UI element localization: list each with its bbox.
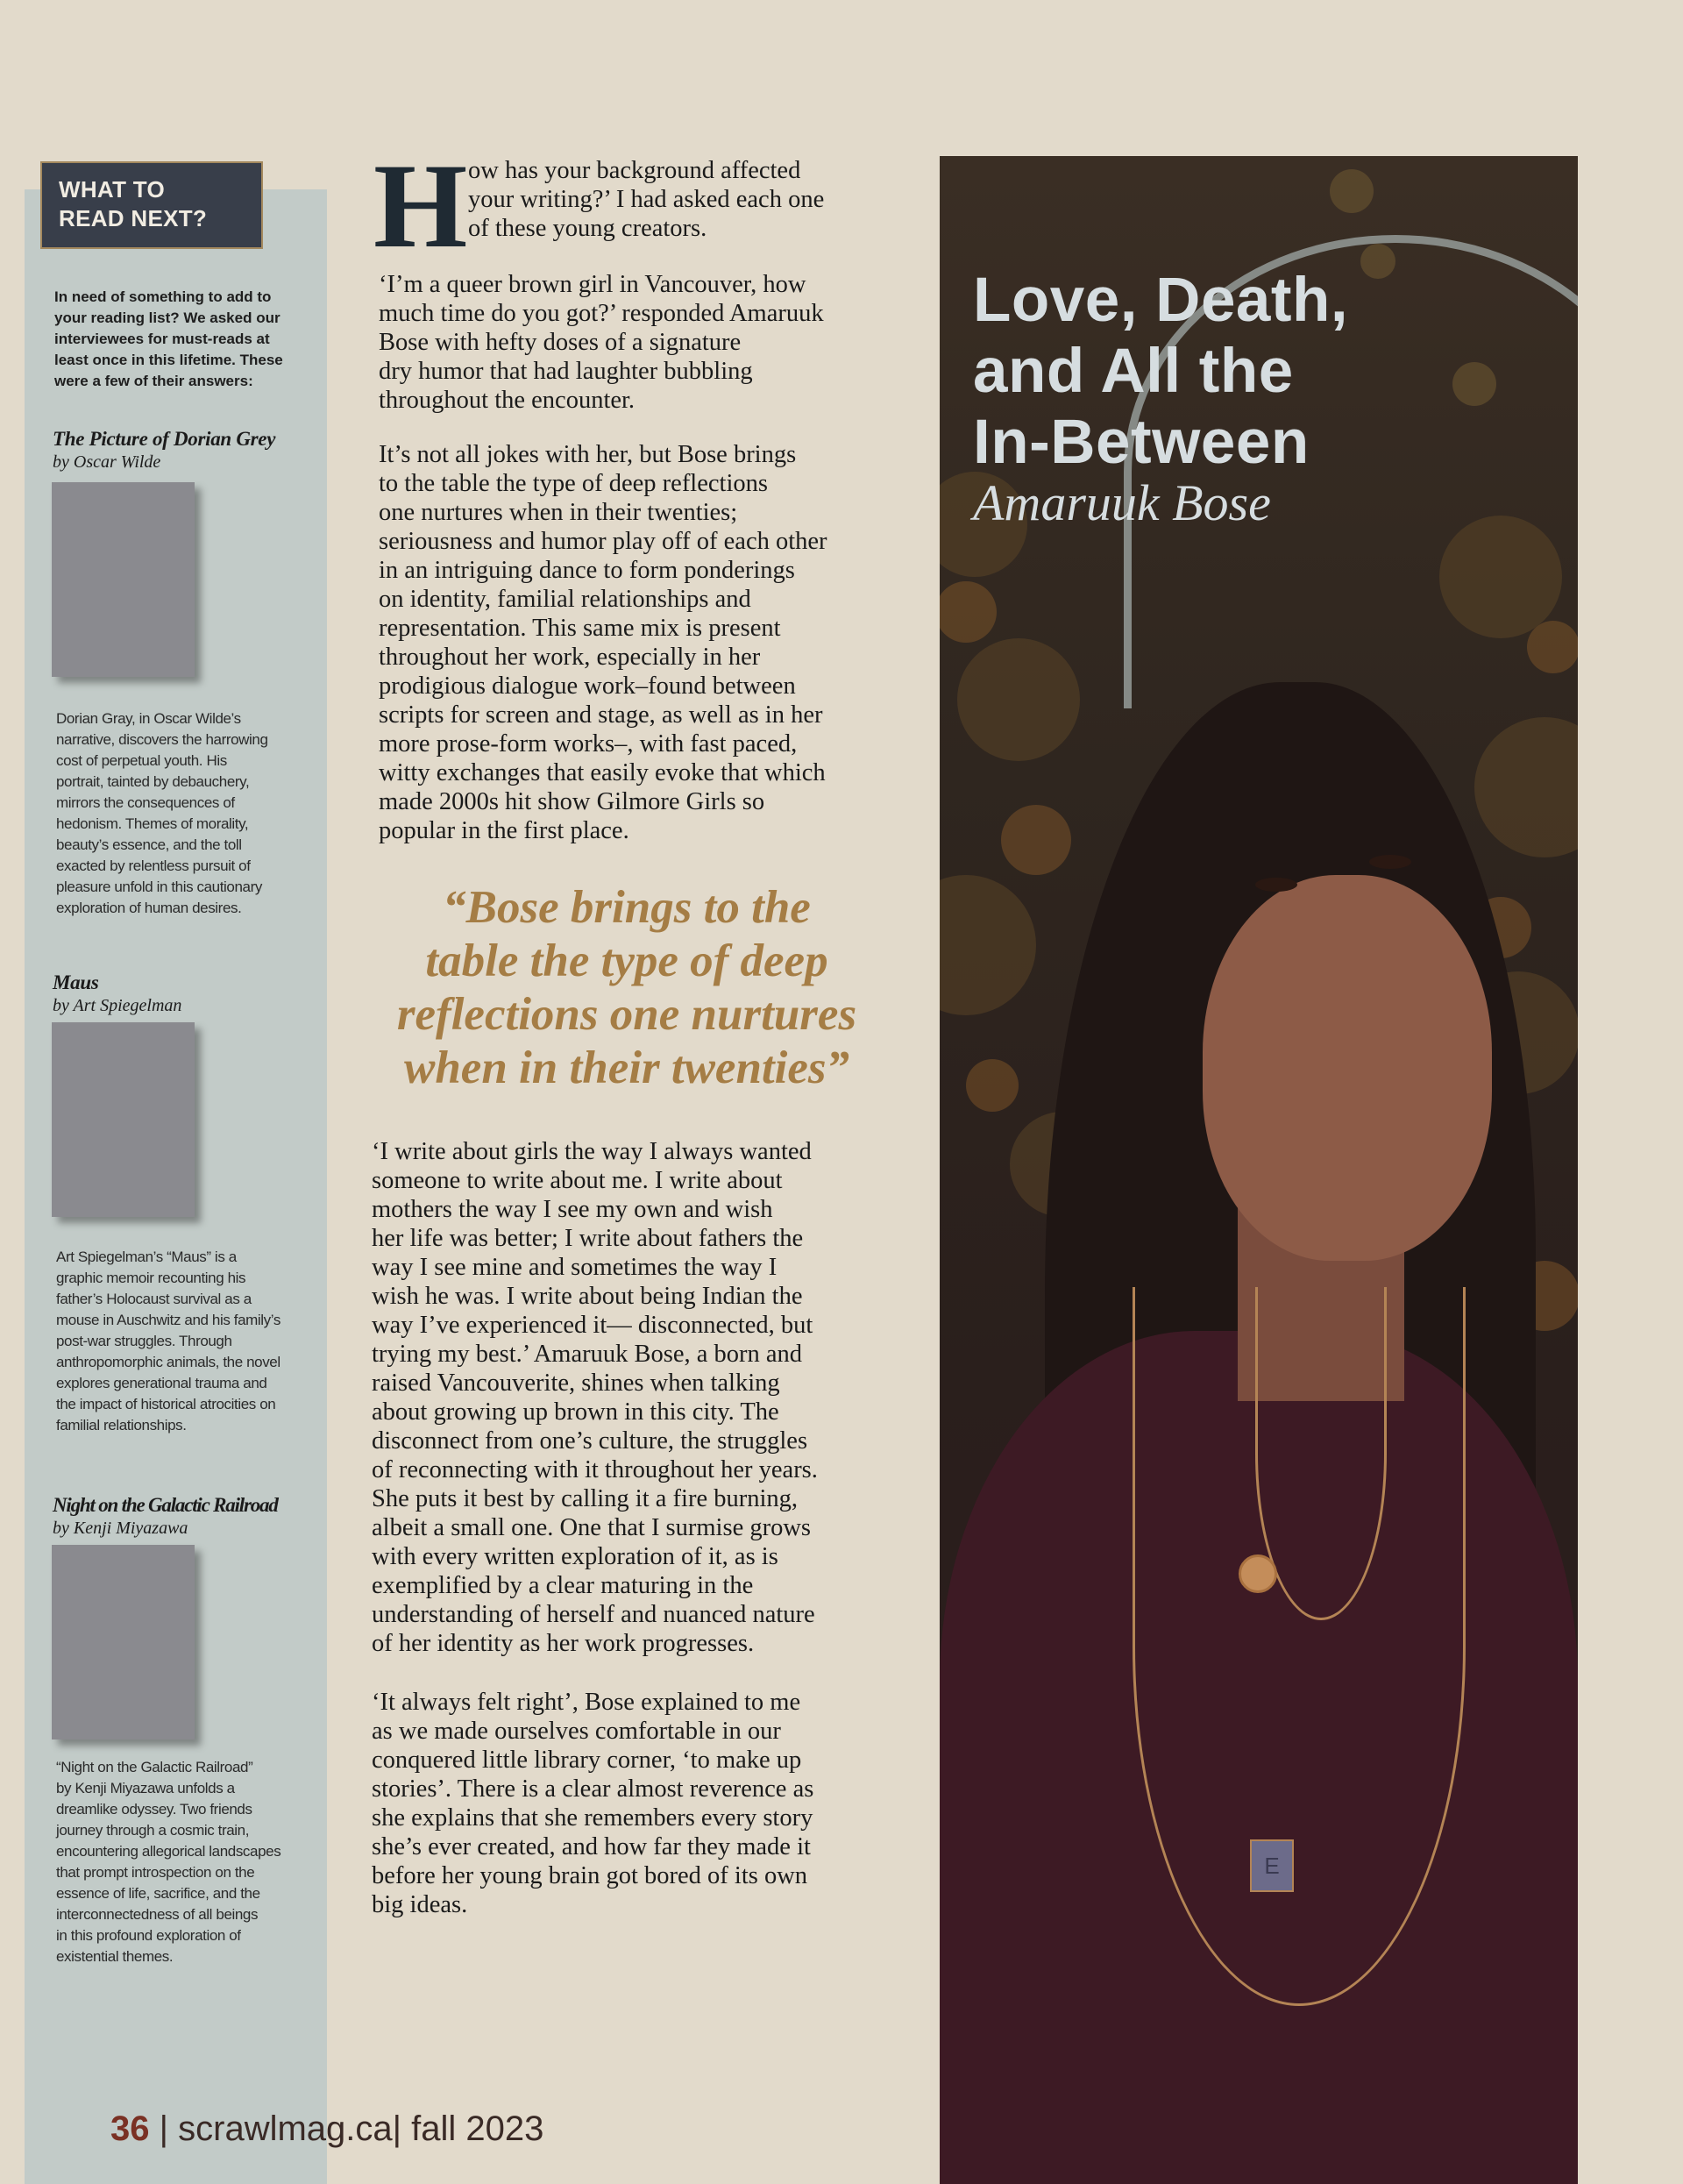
article-line: conquered little library corner, ‘to make up (372, 1746, 802, 1774)
page-number: 36 (110, 2109, 150, 2148)
book-description-line: pleasure unfold in this cautionary (56, 879, 262, 895)
book-description-line: existential themes. (56, 1948, 174, 1965)
article-line: throughout her work, especially in her (379, 644, 761, 671)
article-intro (468, 156, 824, 243)
book-description-line: dreamlike odyssey. Two friends (56, 1801, 252, 1818)
footer-issue: fall 2023 (411, 2109, 544, 2148)
footer-separator: | (159, 2109, 169, 2148)
book-description-line: by Kenji Miyazawa unfolds a (56, 1780, 235, 1796)
article-line: throughout the encounter. (379, 387, 636, 414)
article-line: exemplified by a clear maturing in the (372, 1572, 754, 1599)
article-line: big ideas. (372, 1891, 468, 1918)
coin-pendant (1239, 1554, 1277, 1593)
article-line: understanding of herself and nuanced nature (372, 1601, 815, 1628)
book-title: The Picture of Dorian Grey (53, 428, 276, 450)
sidebar-intro (54, 287, 300, 392)
article-line: of reconnecting with it throughout her years. (372, 1456, 818, 1483)
feature-title-line: In-Between (973, 408, 1310, 477)
book-description-line: encountering allegorical landscapes (56, 1843, 281, 1860)
book-description-line: Dorian Gray, in Oscar Wilde’s (56, 710, 241, 727)
feature-title-line: and All the (973, 337, 1294, 406)
article-line: to the table the type of deep reflections (379, 470, 768, 497)
book-description-line: graphic memoir recounting his (56, 1270, 246, 1286)
book-description-line: anthropomorphic animals, the novel (56, 1354, 280, 1370)
article-line: made 2000s hit show Gilmore Girls so (379, 788, 765, 815)
article-line: way I see mine and sometimes the way I (372, 1254, 778, 1281)
article-line: scripts for screen and stage, as well as in her (379, 701, 823, 729)
book-description-line: essence of life, sacrifice, and the (56, 1885, 260, 1902)
book-description-line: explores generational trauma and (56, 1375, 267, 1391)
article-line: she explains that she remembers every story (372, 1804, 813, 1832)
article-line: dry humor that had laughter bubbling (379, 358, 753, 385)
sidebar-header (40, 161, 263, 249)
face (1203, 875, 1492, 1261)
article-paragraph (379, 440, 827, 845)
book-description-line: familial relationships. (56, 1417, 187, 1433)
book-title: Maus (53, 971, 99, 993)
article-line: witty exchanges that easily evoke that which (379, 759, 826, 786)
article-line: ‘I’m a queer brown girl in Vancouver, how (379, 271, 806, 298)
book-description-line: beauty’s essence, and the toll (56, 836, 242, 853)
book-description-line: “Night on the Galactic Railroad” (56, 1759, 253, 1775)
article-line: wish he was. I write about being Indian the (372, 1283, 803, 1310)
article-line: someone to write about me. I write about (372, 1167, 783, 1194)
article-line: stories’. There is a clear almost reverence as (372, 1775, 814, 1803)
footer-separator: | (392, 2109, 402, 2148)
article-line: before her young brain got bored of its own (372, 1862, 808, 1889)
article-line: ‘It always felt right’, Bose explained to me (372, 1689, 801, 1716)
book-description-line: interconnectedness of all beings (56, 1906, 259, 1923)
book-title: Night on the Galactic Railroad (53, 1494, 278, 1516)
sidebar-header-line: READ NEXT? (59, 205, 208, 231)
book-description-line: that prompt introspection on the (56, 1864, 255, 1881)
article-line: trying my best.’ Amaruuk Bose, a born and (372, 1341, 803, 1368)
article-line: of her identity as her work progresses. (372, 1630, 755, 1657)
book-cover-placeholder (52, 1545, 195, 1739)
article-line: your writing?’ I had asked each one (468, 186, 825, 213)
article-line: with every written exploration of it, as is (372, 1543, 778, 1570)
feature-title (973, 265, 1348, 478)
sidebar-header-line: WHAT TO (59, 176, 166, 203)
book-description-line: mirrors the consequences of (56, 794, 235, 811)
book-description-line: narrative, discovers the harrowing (56, 731, 268, 748)
book-cover-placeholder (52, 1022, 195, 1217)
article-line: on identity, familial relationships and (379, 586, 751, 613)
book-description-line: exacted by relentless pursuit of (56, 857, 251, 874)
eye (1255, 878, 1297, 892)
pull-quote-line: reflections one nurtures (396, 989, 857, 1040)
article-line: disconnect from one’s culture, the struggles (372, 1427, 808, 1455)
book-description-line: journey through a cosmic train, (56, 1822, 250, 1839)
article-line: way I’ve experienced it— disconnected, but (372, 1312, 813, 1339)
article-line: prodigious dialogue work–found between (379, 672, 796, 700)
book-description-line: cost of perpetual youth. His (56, 752, 227, 769)
book-description-line: the impact of historical atrocities on (56, 1396, 276, 1412)
book-description-line: post-war struggles. Through (56, 1333, 232, 1349)
sidebar-intro-line: In need of something to add to (54, 288, 272, 305)
book-description-line: hedonism. Themes of morality, (56, 815, 249, 832)
sidebar-intro-line: interviewees for must-reads at (54, 331, 270, 347)
feature-subtitle: Amaruuk Bose (973, 474, 1271, 531)
pull-quote-line: when in their twenties” (403, 1042, 850, 1093)
article-line: as we made ourselves comfortable in our (372, 1718, 781, 1745)
pull-quote-line: “Bose brings to the (443, 882, 811, 933)
pull-quote-line: table the type of deep (425, 935, 828, 986)
book-description-line: mouse in Auschwitz and his family’s (56, 1312, 280, 1328)
letter-pendant: E (1250, 1839, 1294, 1892)
article-line: one nurtures when in their twenties; (379, 499, 738, 526)
book-description (56, 1757, 319, 1967)
book-description (56, 1247, 319, 1436)
article-line: she’s ever created, and how far they made it (372, 1833, 811, 1860)
book-author: by Oscar Wilde (53, 452, 161, 472)
book-description-line: Art Spiegelman’s “Maus” is a (56, 1249, 237, 1265)
book-description-line: exploration of human desires. (56, 900, 242, 916)
book-author: by Art Spiegelman (53, 996, 182, 1015)
article-paragraph (372, 1137, 818, 1658)
pull-quote (355, 881, 898, 1095)
book-description-line: portrait, tainted by debauchery, (56, 773, 250, 790)
article-line: popular in the first place. (379, 817, 629, 844)
article-line: about growing up brown in this city. The (372, 1398, 779, 1426)
article-line: ow has your background affected (468, 157, 801, 184)
sidebar-intro-line: your reading list? We asked our (54, 309, 280, 326)
book-author: by Kenji Miyazawa (53, 1519, 188, 1538)
eye (1369, 855, 1411, 869)
article-line: of these young creators. (468, 215, 707, 242)
book-description-line: father’s Holocaust survival as a (56, 1291, 252, 1307)
article-line: She puts it best by calling it a fire burning, (372, 1485, 799, 1512)
article-line: raised Vancouverite, shines when talking (372, 1369, 780, 1397)
footer-site: scrawlmag.ca (178, 2109, 393, 2148)
article-line: representation. This same mix is present (379, 615, 781, 642)
book-description-line: in this profound exploration of (56, 1927, 241, 1944)
sidebar-intro-line: least once in this lifetime. These (54, 352, 283, 368)
article-line: in an intriguing dance to form ponderings (379, 557, 795, 584)
article-line: It’s not all jokes with her, but Bose brings (379, 441, 797, 468)
article-paragraph (379, 270, 824, 415)
long-necklace (1133, 1287, 1466, 2006)
sidebar-intro-line: were a few of their answers: (54, 373, 253, 389)
drop-cap: H (373, 139, 468, 273)
page-footer (110, 2107, 543, 2151)
book-description (56, 708, 319, 919)
article-line: Bose with hefty doses of a signature (379, 329, 742, 356)
article-line: seriousness and humor play off of each other (379, 528, 827, 555)
article-paragraph (372, 1688, 813, 1919)
article-line: more prose-form works–, with fast paced, (379, 730, 798, 758)
book-cover-placeholder (52, 482, 195, 677)
article-line: mothers the way I see my own and wish (372, 1196, 773, 1223)
article-line: albeit a small one. One that I surmise grows (372, 1514, 812, 1541)
article-line: ‘I write about girls the way I always wanted (372, 1138, 812, 1165)
article-line: much time do you got?’ responded Amaruuk (379, 300, 824, 327)
article-line: her life was better; I write about fathers the (372, 1225, 804, 1252)
feature-title-line: Love, Death, (973, 266, 1349, 335)
